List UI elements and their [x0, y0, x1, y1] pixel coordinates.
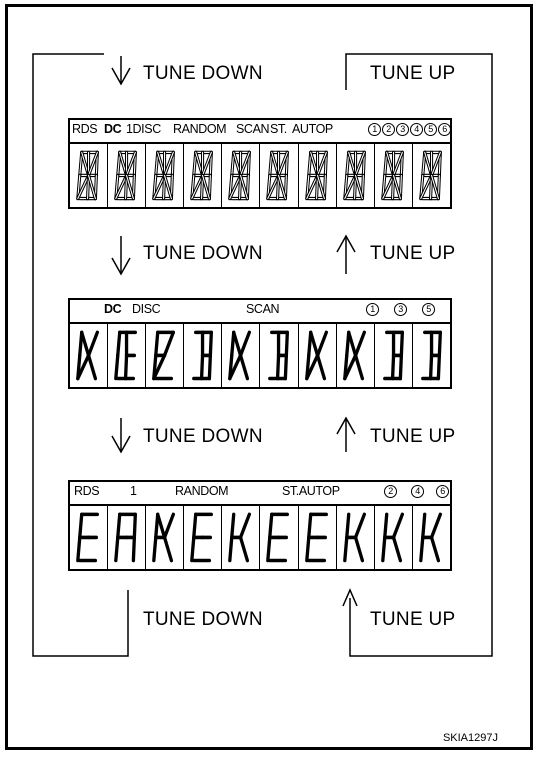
segment-glyph [337, 144, 374, 209]
segment-b [439, 332, 440, 355]
segment-j [241, 514, 250, 537]
preset-2-icon: 2 [382, 123, 395, 136]
segment-l [392, 355, 393, 378]
preset-2-icon: 2 [384, 485, 398, 498]
segment-cell [222, 324, 260, 389]
segment-glyph [146, 324, 183, 389]
segment-glyph [337, 506, 374, 571]
segment-m [165, 537, 172, 560]
segment-c [210, 355, 211, 378]
segment-cell [222, 144, 260, 209]
segment-cell [337, 144, 375, 209]
segment-glyph [299, 506, 336, 571]
preset-6-icon: 6 [436, 485, 450, 498]
scan-indicator: SCAN [246, 302, 280, 316]
scan-indicator: SCAN [236, 122, 270, 136]
segment-glyph [146, 144, 183, 209]
segment-m [317, 355, 324, 378]
preset-3-icon: 3 [394, 303, 408, 316]
segment-f [346, 514, 348, 537]
dolby-icon: DC [104, 302, 122, 316]
segment-l [278, 355, 279, 378]
segment-cell [375, 506, 413, 571]
segment-h [158, 514, 165, 537]
segment-cell [299, 324, 337, 389]
tune-down-arrow-3 [112, 418, 130, 452]
tune-down-label-2: TUNE DOWN [143, 243, 263, 264]
segment-j [165, 514, 174, 537]
segment-glyph [413, 144, 450, 209]
segment-e [306, 537, 308, 560]
segment-j [355, 514, 364, 537]
preset-4-icon: 4 [410, 123, 423, 136]
segment-glyph [184, 144, 221, 209]
rds-indicator: RDS [72, 122, 98, 136]
segment-glyph [299, 324, 336, 389]
segment-cell [413, 144, 450, 209]
segment-f [232, 514, 234, 537]
segment-c [400, 355, 401, 378]
segment-cell [70, 324, 108, 389]
segment-cell [260, 324, 298, 389]
segment-cell [299, 506, 337, 571]
segment-cell [70, 506, 108, 571]
tune-up-arrow-2 [337, 418, 355, 452]
segment-glyph [413, 506, 450, 571]
tune-down-label-1: TUNE DOWN [143, 63, 263, 84]
preset-indicators [368, 123, 452, 136]
preset-6-icon: 6 [438, 123, 451, 136]
tune-up-arrow-1 [337, 236, 355, 274]
random-indicator: RANDOM [175, 484, 229, 498]
disc-number-indicator: 1 [130, 484, 137, 498]
segment-glyph [413, 324, 450, 389]
preset-5-icon: 5 [424, 123, 437, 136]
segment-m [241, 537, 248, 560]
preset-4-icon: 4 [411, 485, 425, 498]
preset-5-icon: 5 [422, 303, 436, 316]
segment-e [116, 355, 118, 378]
segment-cell [222, 506, 260, 571]
segment-glyph [222, 506, 259, 571]
segment-b [287, 332, 288, 355]
segment-f [423, 514, 425, 537]
segment-glyph [222, 144, 259, 209]
segment-j [393, 514, 402, 537]
segment-m [431, 537, 438, 560]
segment-cell [184, 324, 222, 389]
segment-glyph [184, 506, 221, 571]
segment-j [317, 332, 326, 355]
segment-f [118, 332, 120, 355]
segment-cell [108, 324, 146, 389]
segment-glyph [222, 324, 259, 389]
segment-cell [146, 506, 184, 571]
segment-glyph [260, 144, 297, 209]
tune-down-arrow-2 [112, 236, 130, 274]
tune-up-label-4: TUNE UP [370, 609, 456, 630]
segment-f [308, 514, 310, 537]
segment-f [194, 514, 196, 537]
segment-glyph [70, 144, 107, 209]
segment-c [438, 355, 439, 378]
segment-h [348, 332, 355, 355]
segment-glyph [146, 506, 183, 571]
segment-cell [413, 506, 450, 571]
segment-e [78, 537, 80, 560]
segment-f [385, 514, 387, 537]
segment-h [234, 332, 241, 355]
segment-glyph [299, 144, 336, 209]
display-panel-3 [68, 480, 452, 571]
tune-up-label-2: TUNE UP [370, 243, 456, 264]
segment-glyph [70, 506, 107, 571]
segment-m [355, 355, 362, 378]
segment-cell [146, 144, 184, 209]
segment-glyph [70, 324, 107, 389]
segment-e [154, 537, 156, 560]
segment-glyph [108, 506, 145, 571]
segment-m [89, 355, 96, 378]
segment-e [192, 537, 194, 560]
segment-cell [375, 144, 413, 209]
segment-e [344, 537, 346, 560]
segment-j [355, 332, 364, 355]
segment-b [211, 332, 212, 355]
segment-l [430, 355, 431, 378]
segment-cell [184, 506, 222, 571]
segment-glyph [375, 144, 412, 209]
segment-cell [184, 144, 222, 209]
segment-glyph [108, 324, 145, 389]
segment-c [133, 537, 134, 560]
autop-indicator: AUTOP [292, 122, 333, 136]
segment-j [431, 514, 440, 537]
segment-h [82, 332, 89, 355]
segment-glyph [260, 324, 297, 389]
segment-glyph [260, 506, 297, 571]
tune-down-label-3: TUNE DOWN [143, 426, 263, 447]
disc-indicator: DISC [132, 302, 161, 316]
segment-cell [108, 144, 146, 209]
segment-cell [375, 324, 413, 389]
indicator-row-2 [70, 300, 450, 322]
segment-j [165, 332, 174, 355]
segment-h [310, 332, 317, 355]
rds-indicator: RDS [74, 484, 100, 498]
figure-code: SKIA1297J [442, 732, 498, 744]
segment-j [89, 332, 98, 355]
segment-cell [260, 506, 298, 571]
segment-e [268, 537, 270, 560]
segment-e [421, 537, 423, 560]
st-indicator: ST. [270, 122, 287, 136]
random-indicator: RANDOM [173, 122, 227, 136]
segment-e [230, 537, 232, 560]
segment-cell [337, 324, 375, 389]
segment-cells-2 [70, 322, 450, 389]
segment-f [156, 332, 158, 355]
segment-b [401, 332, 402, 355]
segment-m [241, 355, 248, 378]
segment-glyph [375, 324, 412, 389]
preset-1-icon: 1 [368, 123, 381, 136]
segment-e [116, 537, 118, 560]
segment-glyph [375, 506, 412, 571]
preset-1-icon: 1 [366, 303, 380, 316]
segment-cells-3 [70, 504, 450, 571]
display-panel-2 [68, 298, 452, 389]
segment-f [270, 514, 272, 537]
segment-f [118, 514, 120, 537]
segment-m [393, 537, 400, 560]
segment-cell [337, 506, 375, 571]
disc-indicator: 1DISC [126, 122, 161, 136]
segment-e [383, 537, 385, 560]
segment-cell [108, 506, 146, 571]
segment-b [134, 514, 135, 537]
indicator-row-3 [70, 482, 450, 504]
segment-cell [413, 324, 450, 389]
segment-glyph [184, 324, 221, 389]
preset-3-icon: 3 [396, 123, 409, 136]
segment-glyph [337, 324, 374, 389]
tune-up-label-1: TUNE UP [370, 63, 456, 84]
segment-l [126, 355, 127, 378]
dolby-icon: DC [104, 122, 122, 136]
segment-f [80, 514, 82, 537]
segment-cell [146, 324, 184, 389]
segment-cell [70, 144, 108, 209]
segment-cell [260, 144, 298, 209]
indicator-row-1 [70, 120, 450, 142]
tune-down-arrow-1 [112, 56, 130, 84]
segment-cells-1 [70, 142, 450, 209]
tune-up-label-3: TUNE UP [370, 426, 456, 447]
segment-c [286, 355, 287, 378]
segment-glyph [108, 144, 145, 209]
segment-l [202, 355, 203, 378]
segment-cell [299, 144, 337, 209]
segment-m [355, 537, 362, 560]
segment-j [241, 332, 250, 355]
display-panel-1 [68, 118, 452, 209]
tune-down-label-4: TUNE DOWN [143, 609, 263, 630]
st-autop-indicator: ST.AUTOP [282, 484, 340, 498]
